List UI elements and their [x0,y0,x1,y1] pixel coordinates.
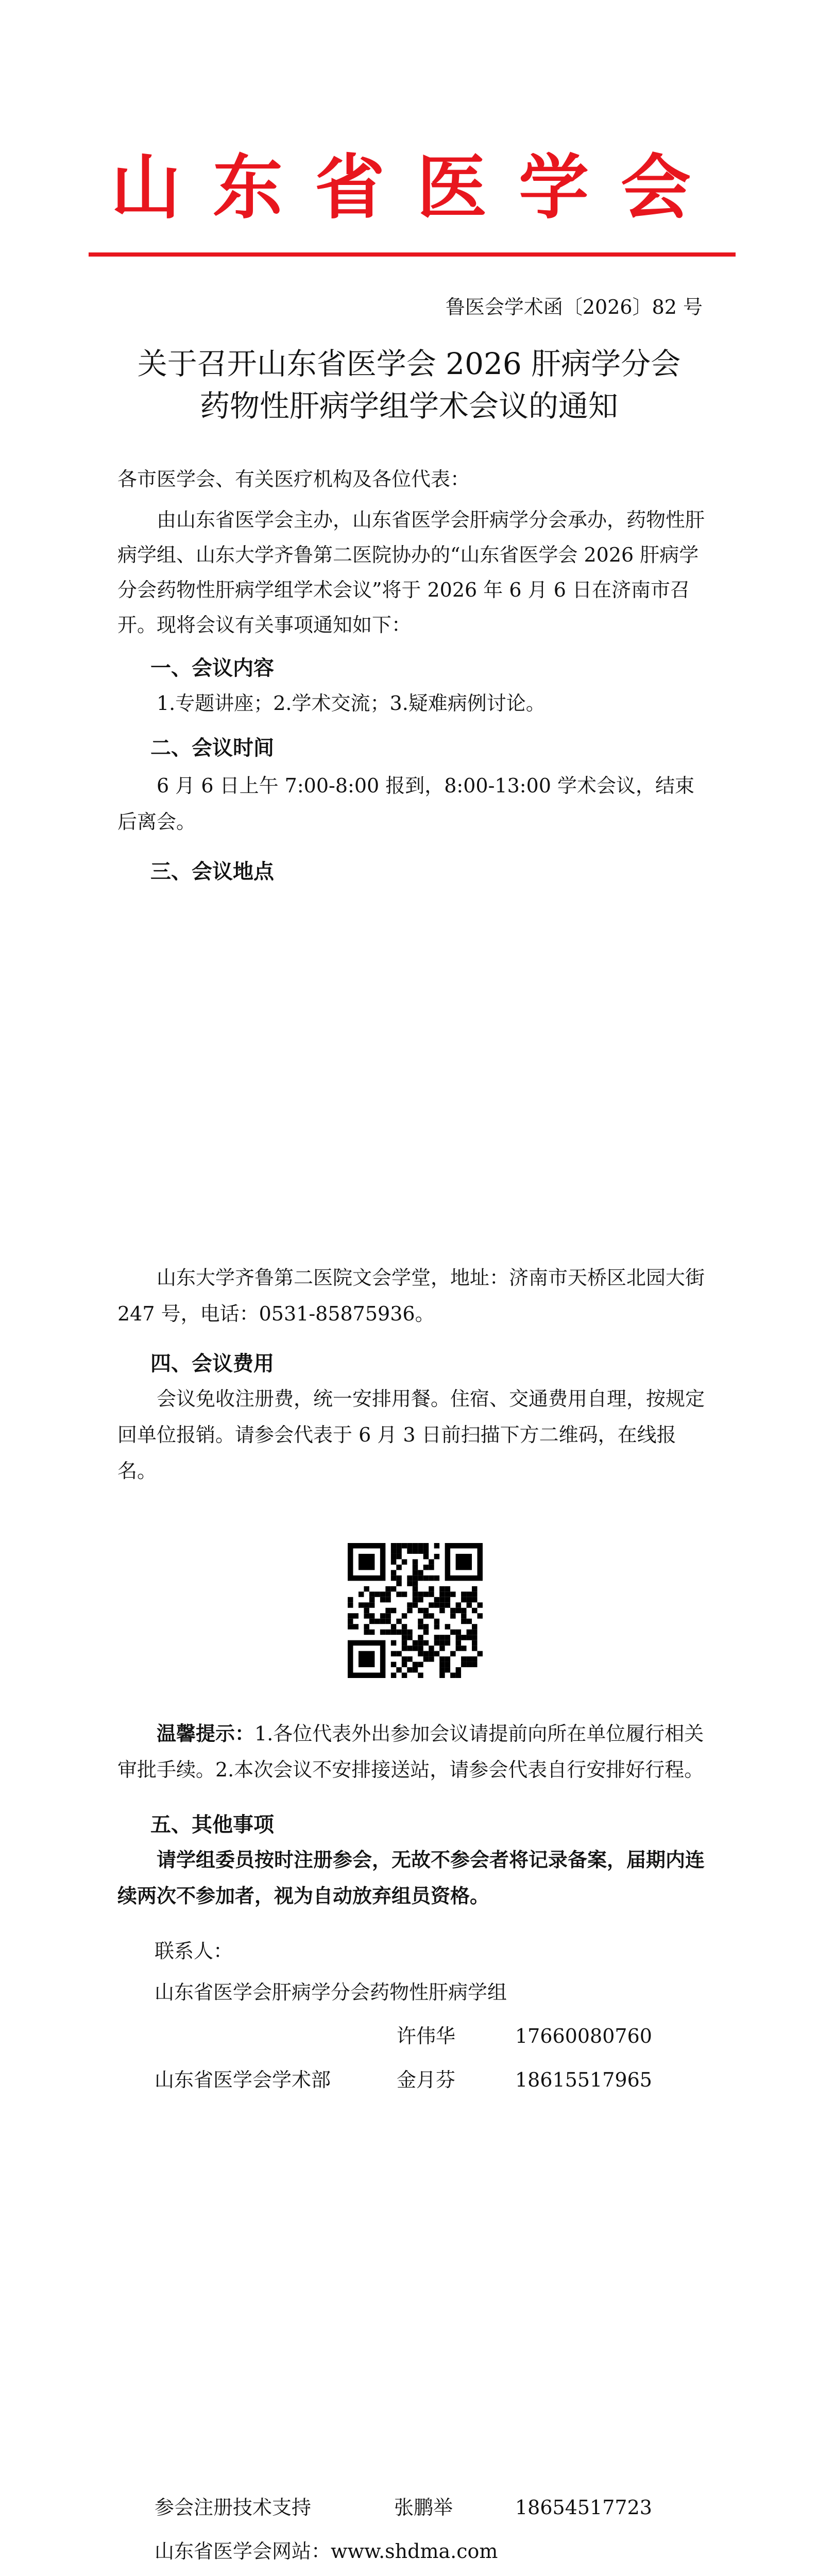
registration-qr-code[interactable] [348,1543,483,1678]
contact-1-phone: 17660080760 [515,2025,652,2047]
section-text-time: 6 月 6 日上午 7:00-8:00 报到，8:00-13:00 学术会议，结束后离会。 [117,774,695,833]
contacts-label: 联系人： [155,1940,233,1962]
tips-paragraph [117,1716,709,1788]
section-heading-other: 五、其他事项 [150,1813,274,1837]
section-heading-fees: 四、会议费用 [150,1352,274,1376]
letterhead-divider [89,252,736,257]
document-title [93,343,725,427]
contact-2-phone: 18615517965 [515,2069,652,2091]
section-text-location: 山东大学齐鲁第二医院文会学堂，地址：济南市天桥区北园大街 247 号，电话：0531-85875936。 [117,1266,705,1325]
title-line-1: 关于召开山东省医学会 2026 肝病学分会 [137,346,681,381]
website-line: 山东省医学会网站：www.shdma.com [155,2540,498,2563]
support-phone: 18654517723 [515,2496,652,2519]
support-label: 参会注册技术支持 [155,2496,312,2519]
contact-1-name: 许伟华 [397,2025,456,2047]
section-text-fees: 会议免收注册费，统一安排用餐。住宿、交通费用自理，按规定回单位报销。请参会代表于 6 月 3 日前扫描下方二维码，在线报名。 [117,1387,705,1482]
contacts-group: 山东省医学会肝病学分会药物性肝病学组 [155,1981,507,2004]
section-text-other: 请学组委员按时注册参会，无故不参会者将记录备案，届期内连续两次不参加者，视为自动放弃组员资格。 [117,1849,705,1907]
section-heading-time: 二、会议时间 [150,736,274,760]
intro-paragraph: 由山东省医学会主办，山东省医学会肝病学分会承办，药物性肝病学组、山东大学齐鲁第二医院协办的“山东省医学会 2026 肝病学分会药物性肝病学组学术会议”将于 2026 年 6 月 6 日在济南市召开。现将会议有关事项通知如下： [117,509,705,636]
section-text-content: 1.专题讲座；2.学术交流；3.疑难病例讨论。 [157,692,546,715]
contacts-dept: 山东省医学会学术部 [155,2069,331,2091]
tips-text: 1.各位代表外出参加会议请提前向所在单位履行相关审批手续。2.本次会议不安排接送站，请参会代表自行安排好行程。 [117,1722,704,1781]
title-line-2: 药物性肝病学组学术会议的通知 [199,388,618,423]
salutation: 各市医学会、有关医疗机构及各位代表： [117,468,470,490]
support-name: 张鹏举 [394,2496,453,2519]
tips-label: 温馨提示： [157,1722,255,1745]
contact-2-name: 金月芬 [397,2069,456,2091]
letterhead-title: 山东省医学会 [111,147,723,229]
document-number: 鲁医会学术函〔2026〕82 号 [445,296,703,318]
section-heading-location: 三、会议地点 [150,860,274,884]
section-heading-content: 一、会议内容 [150,656,274,680]
